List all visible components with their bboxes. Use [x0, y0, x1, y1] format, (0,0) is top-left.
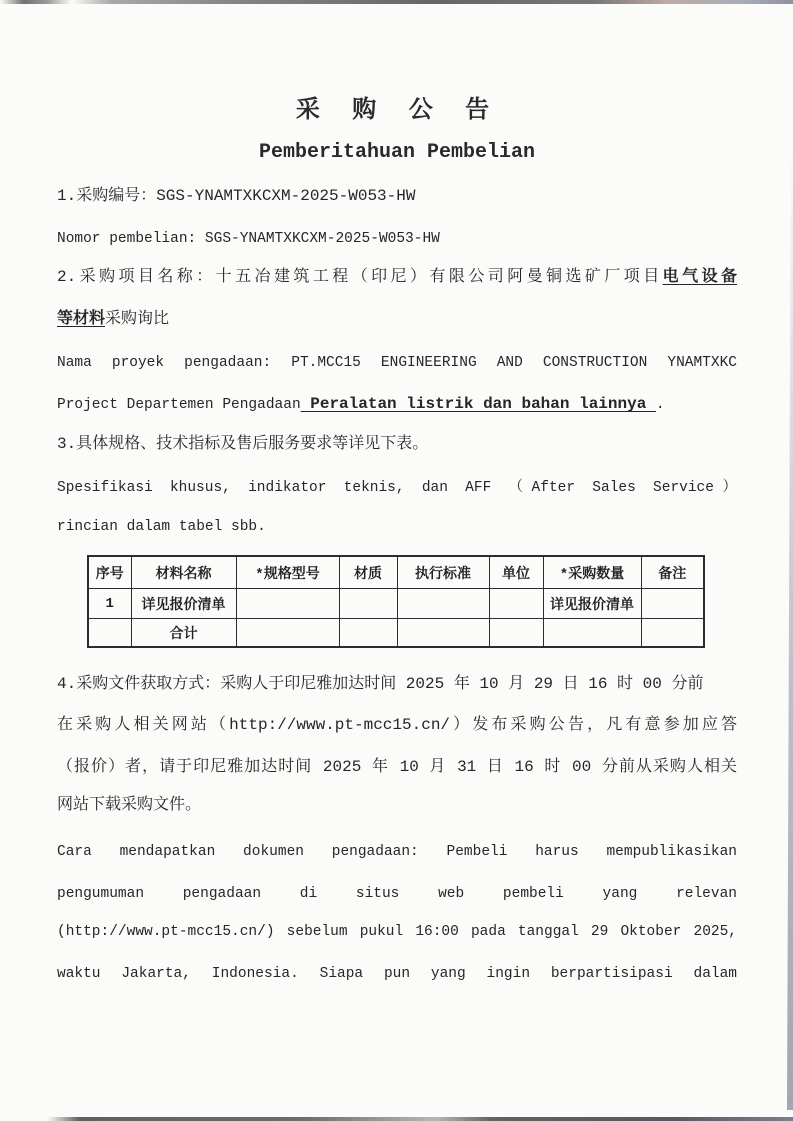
doc-access-zh-line3: （报价）者，请于印尼雅加达时间 2025 年 10 月 31 日 16 时 00 分前从采购人相关	[57, 758, 737, 776]
procurement-number-id: Nomor pembelian: SGS-YNAMTXKCXM-2025-W053-HW	[57, 231, 440, 247]
cell-remarks	[641, 589, 704, 619]
project-name-zh-tail: 采购询比	[105, 310, 170, 328]
project-name-id-line1: Nama proyek pengadaan: PT.MCC15 ENGINEERING AND CONSTRUCTION YNAMTXKC	[57, 355, 737, 371]
scan-edge-right-shadow	[787, 140, 793, 1110]
procurement-number-zh: 1.采购编号：SGS-YNAMTXKCXM-2025-W053-HW	[57, 187, 416, 205]
total-cell-index	[88, 619, 131, 648]
doc-access-id-line2: pengumuman pengadaan di situs web pembeli yang relevan	[57, 886, 737, 902]
doc-access-id-line4: waktu Jakarta, Indonesia. Siapa pun yang ingin berpartisipasi dalam	[57, 966, 737, 982]
total-cell-quantity	[543, 619, 641, 648]
table-total-row	[88, 619, 704, 648]
doc-access-id-line3: (http://www.pt-mcc15.cn/) sebelum pukul 16:00 pada tanggal 29 Oktober 2025,	[57, 924, 737, 940]
project-name-id-period: .	[655, 397, 665, 413]
cell-standard	[397, 589, 489, 619]
table-header-row	[88, 556, 704, 589]
project-name-id-line2	[57, 394, 737, 416]
project-name-zh-highlight1: 电气设备	[662, 268, 737, 286]
total-cell-remarks	[641, 619, 704, 648]
header-cell-unit: 单位	[489, 556, 543, 589]
doc-access-id-line1: Cara mendapatkan dokumen pengadaan: Pembeli harus mempublikasikan	[57, 844, 737, 860]
document-title-zh: 采 购 公 告	[295, 98, 499, 125]
header-cell-spec-model: *规格型号	[236, 556, 339, 589]
spec-note-id-line2: rincian dalam tabel sbb.	[57, 519, 266, 535]
project-name-zh-highlight2: 等材料	[57, 310, 106, 328]
header-cell-index: 序号	[88, 556, 131, 589]
project-name-id-highlight: Peralatan listrik dan bahan lainnya	[300, 395, 656, 413]
total-cell-label: 合计	[131, 619, 236, 648]
project-name-zh-line2	[57, 309, 737, 330]
cell-index: 1	[88, 589, 131, 619]
spec-note-id-line1: Spesifikasi khusus, indikator teknis, dan AFF （After Sales Service）	[57, 480, 737, 496]
project-name-zh-line1	[57, 267, 737, 288]
header-cell-material: 材质	[339, 556, 397, 589]
cell-material	[339, 589, 397, 619]
specification-table	[87, 555, 705, 648]
total-cell-unit	[489, 619, 543, 648]
header-cell-standard: 执行标准	[397, 556, 489, 589]
cell-spec-model	[236, 589, 339, 619]
doc-access-zh-line1: 4.采购文件获取方式：采购人于印尼雅加达时间 2025 年 10 月 29 日 16 时 00 分前	[57, 675, 704, 693]
header-cell-material-name: 材料名称	[131, 556, 236, 589]
cell-quantity: 详见报价清单	[543, 589, 641, 619]
table-row	[88, 589, 704, 619]
doc-access-zh-line2: 在采购人相关网站（http://www.pt-mcc15.cn/）发布采购公告，凡有意参加应答	[57, 716, 737, 734]
header-cell-remarks: 备注	[641, 556, 704, 589]
total-cell-material	[339, 619, 397, 648]
doc-access-zh-line4: 网站下载采购文件。	[57, 796, 202, 814]
header-cell-quantity: *采购数量	[543, 556, 641, 589]
document-content	[57, 0, 737, 1121]
document-title-id: Pemberitahuan Pembelian	[258, 141, 536, 164]
cell-unit	[489, 589, 543, 619]
total-cell-spec-model	[236, 619, 339, 648]
cell-material-name: 详见报价清单	[131, 589, 236, 619]
spec-note-zh: 3.具体规格、技术指标及售后服务要求等详见下表。	[57, 435, 429, 453]
project-name-id-text: Project Departemen Pengadaan	[57, 397, 301, 413]
total-cell-standard	[397, 619, 489, 648]
project-name-zh-text: 2.采购项目名称：十五冶建筑工程（印尼）有限公司阿曼铜选矿厂项目	[57, 268, 663, 286]
